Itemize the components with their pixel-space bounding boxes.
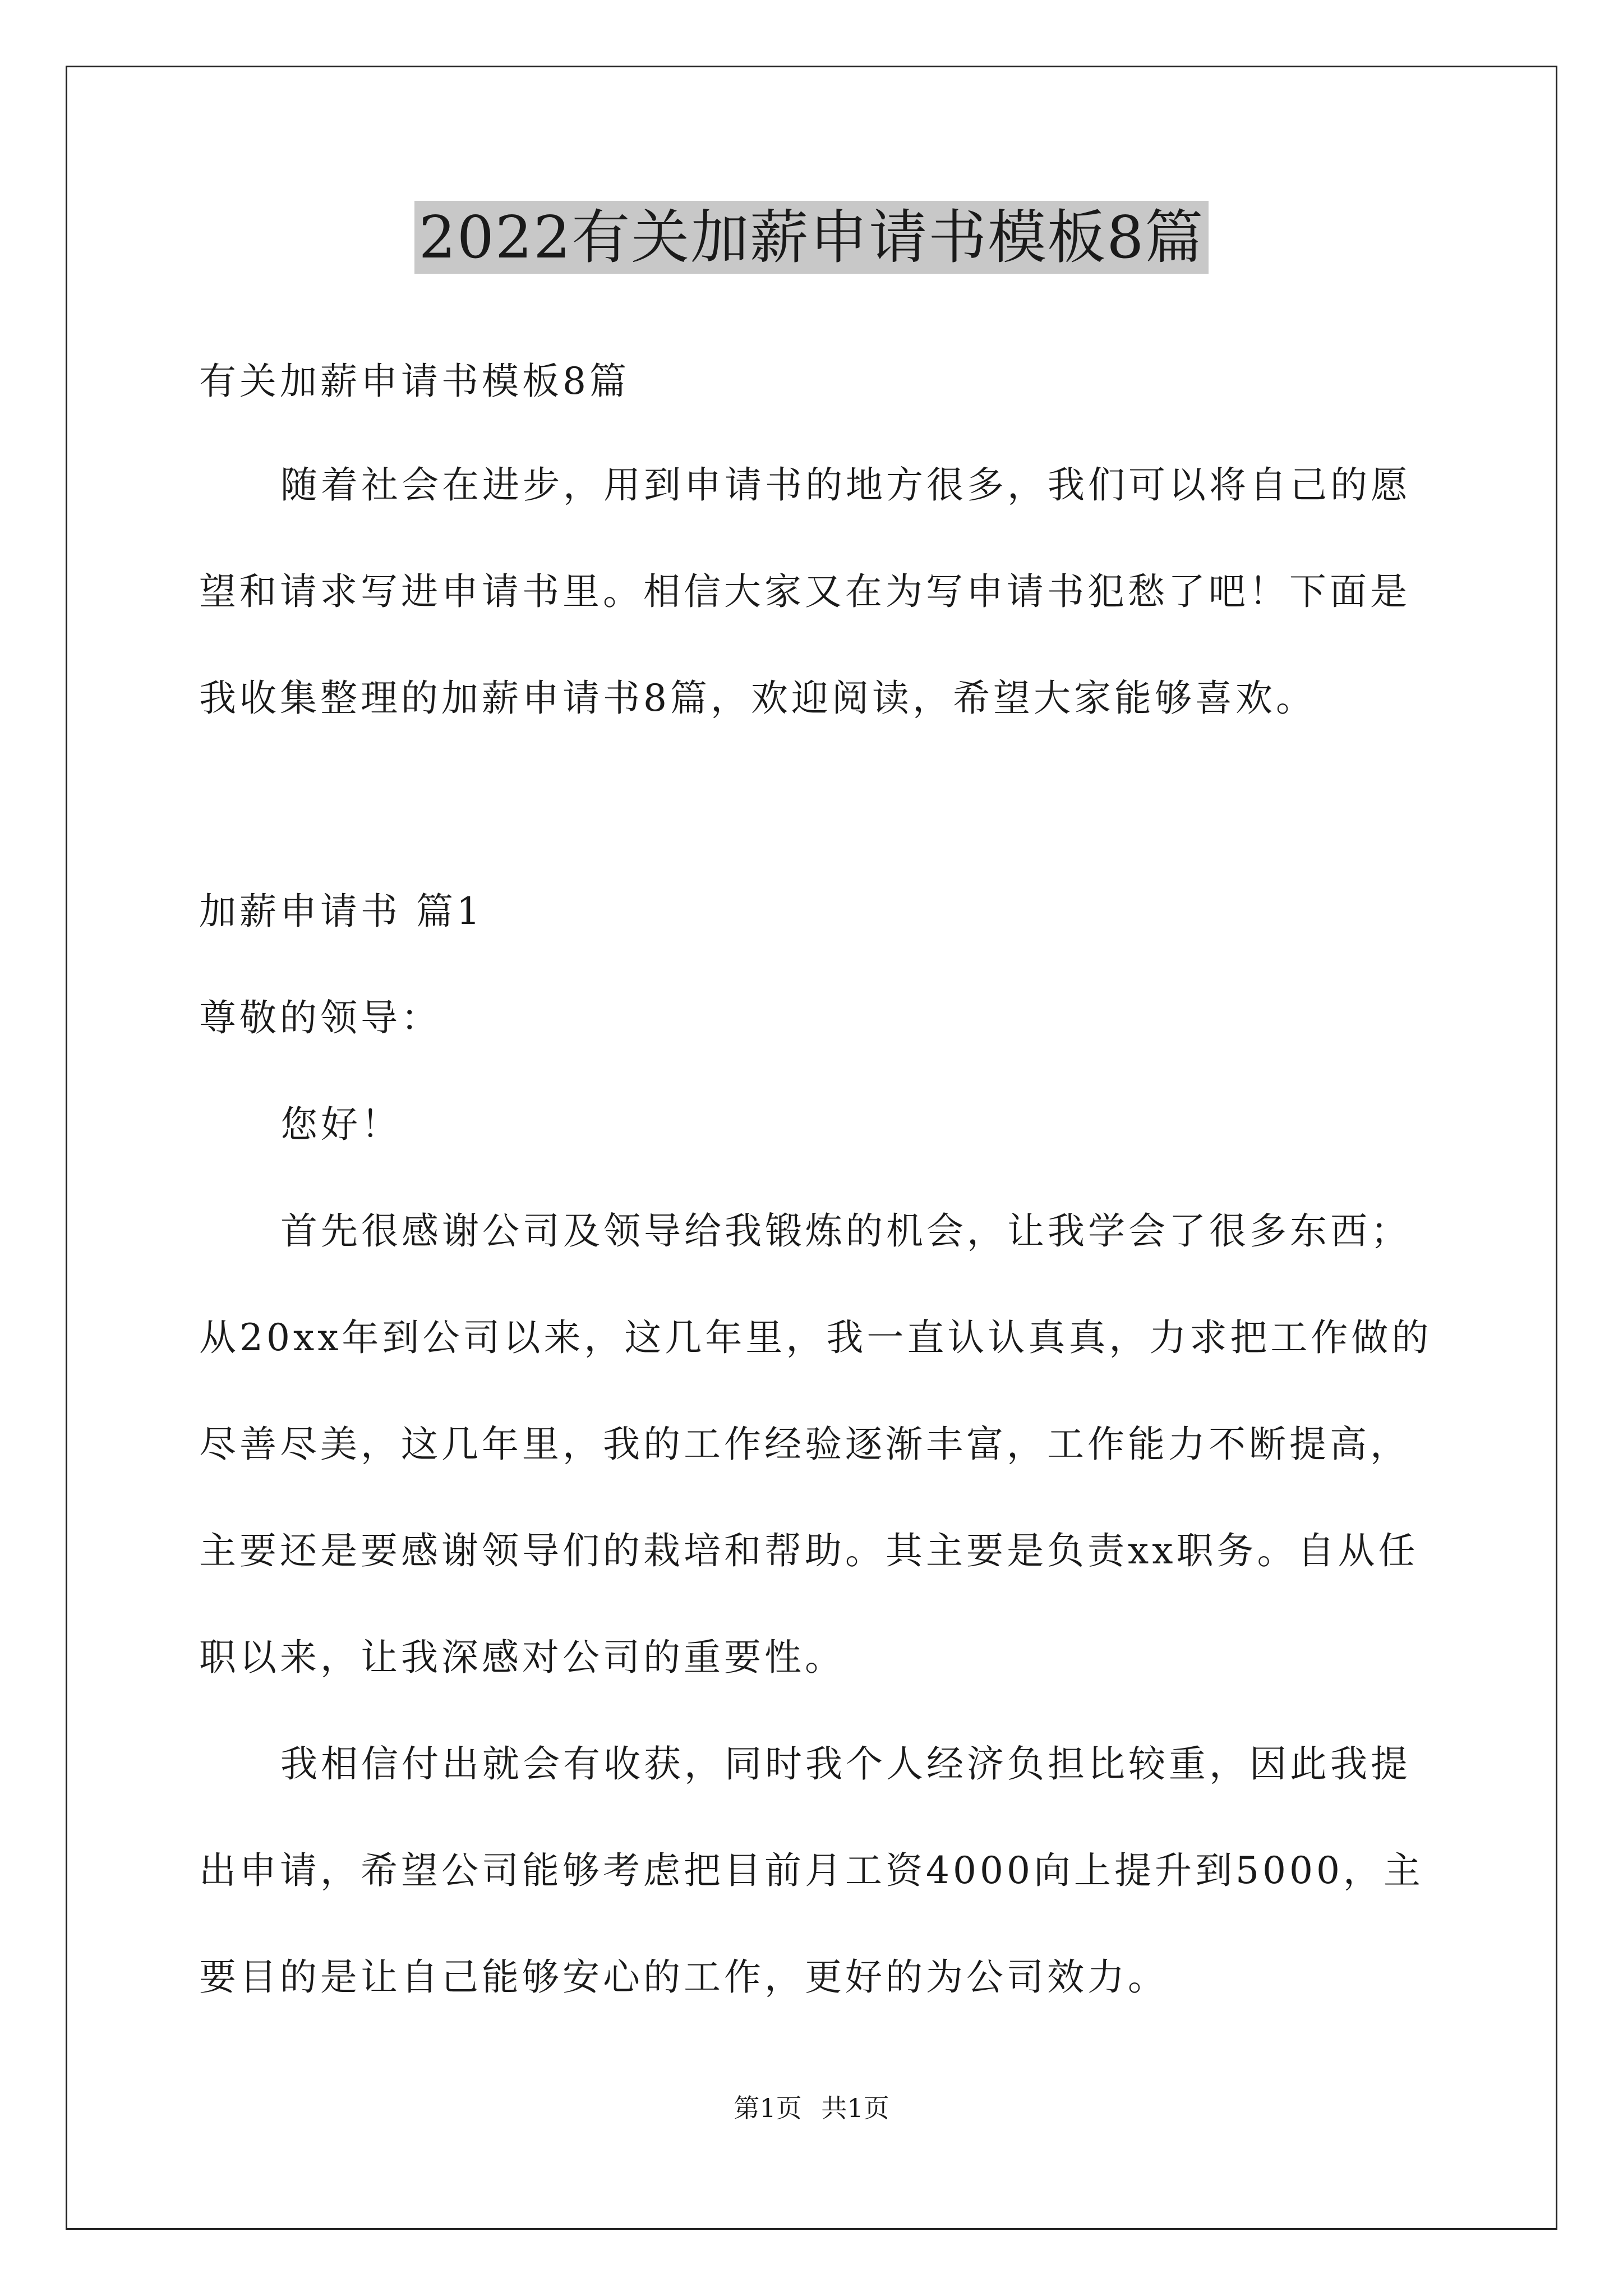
paragraph1-line-5: 职以来，让我深感对公司的重要性。 xyxy=(199,1636,845,1679)
intro-line-1: 随着社会在进步，用到申请书的地方很多，我们可以将自己的愿 xyxy=(280,463,1411,507)
page-footer xyxy=(0,2091,1623,2125)
document-title: 2022有关加薪申请书模板8篇 xyxy=(414,201,1209,274)
section-heading: 加薪申请书 篇1 xyxy=(199,890,483,933)
paragraph1-line-3: 尽善尽美，这几年里，我的工作经验逐渐丰富，工作能力不断提高， xyxy=(199,1423,1410,1466)
paragraph2-line-3: 要目的是让自己能够安心的工作，更好的为公司效力。 xyxy=(199,1955,1168,1999)
paragraph2-line-1: 我相信付出就会有收获，同时我个人经济负担比较重，因此我提 xyxy=(280,1742,1411,1786)
paragraph1-line-1: 首先很感谢公司及领导给我锻炼的机会，让我学会了很多东西； xyxy=(280,1209,1411,1253)
paragraph2-line-2: 出申请，希望公司能够考虑把目前月工资4000向上提升到5000，主 xyxy=(199,1849,1424,1892)
salutation: 尊敬的领导： xyxy=(199,996,441,1039)
page-number: 第1页 xyxy=(734,2093,802,2123)
greeting: 您好！ xyxy=(280,1103,402,1146)
title-wrap xyxy=(0,201,1623,274)
document-subtitle: 有关加薪申请书模板8篇 xyxy=(199,360,630,403)
page-total: 共1页 xyxy=(821,2093,889,2123)
paragraph1-line-2: 从20xx年到公司以来，这几年里，我一直认认真真，力求把工作做的 xyxy=(199,1316,1432,1359)
paragraph1-line-4: 主要还是要感谢领导们的栽培和帮助。其主要是负责xx职务。自从任 xyxy=(199,1529,1419,1572)
intro-line-3: 我收集整理的加薪申请书8篇，欢迎阅读，希望大家能够喜欢。 xyxy=(199,677,1316,720)
intro-line-2: 望和请求写进申请书里。相信大家又在为写申请书犯愁了吧！下面是 xyxy=(199,570,1410,613)
